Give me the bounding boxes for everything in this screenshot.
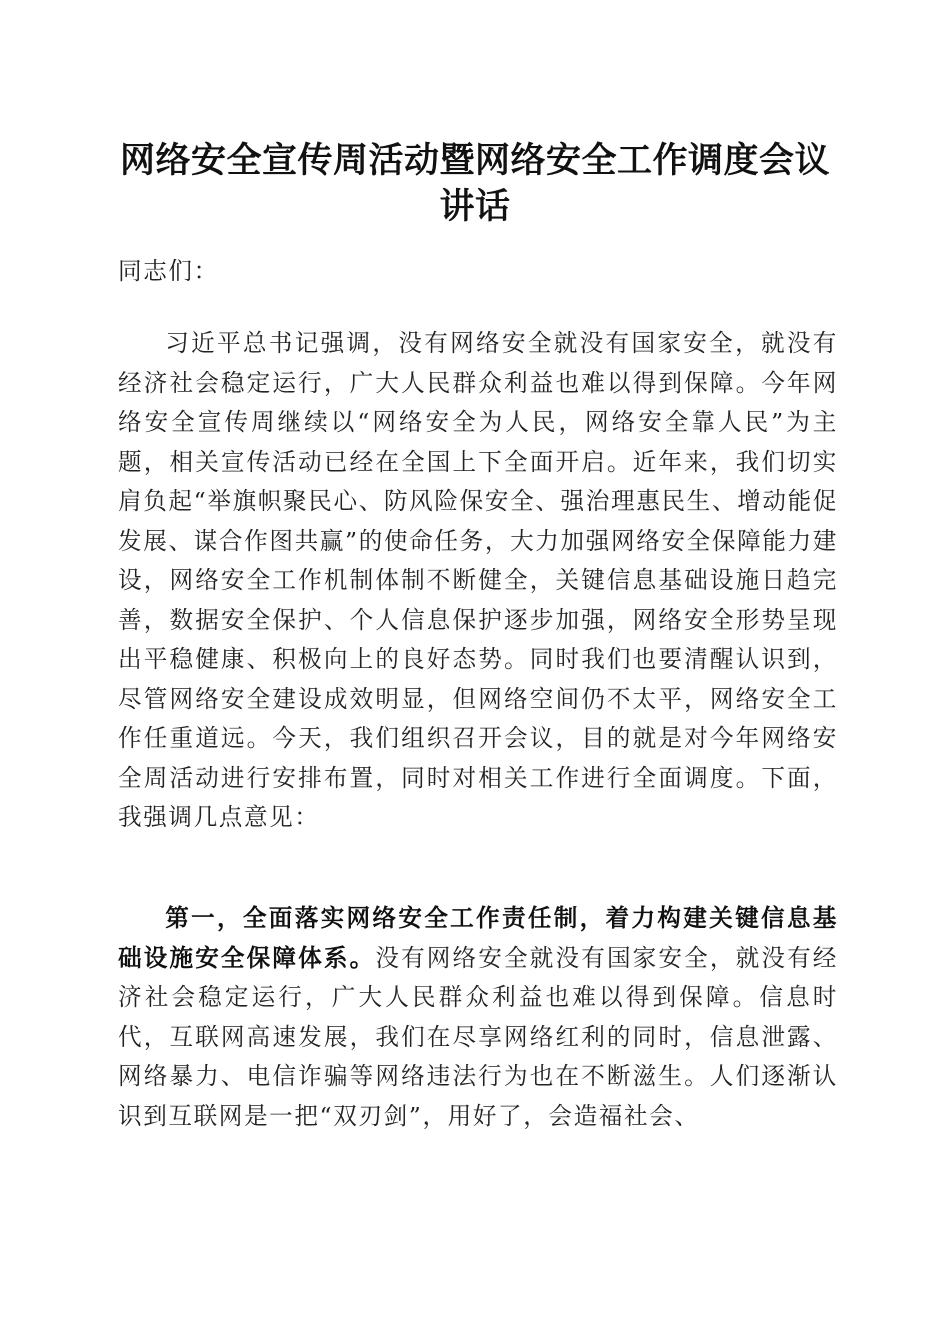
paragraph-intro: 习近平总书记强调，没有网络安全就没有国家安全，就没有经济社会稳定运行，广大人民群众利益也难以得到保障。今年网络安全宣传周继续以“网络安全为人民，网络安全靠人民”为主题，相关宣传活动已经在全国上下全面开启。近年来，我们切实肩负起“举旗帜聚民心、防风险保安全、强治理惠民生、增动能促发展、谋合作图共赢”的使命任务，大力加强网络安全保障能力建设，网络安全工作机制体制不断健全，关键信息基础设施日趋完善，数据安全保护、个人信息保护逐步加强，网络安全形势呈现出平稳健康、积极向上的良好态势。同时我们也要清醒认识到，尽管网络安全建设成效明显，但网络空间仍不太平，网络安全工作任重道远。今天，我们组织召开会议，目的就是对今年网络安全周活动进行安排布置，同时对相关工作进行全面调度。下面，我强调几点意见： — [118, 329, 838, 831]
first-point-heading: 第一，全面落实网络安全工作责任制，着力构建关键信息基础设施安全保障体系。 — [118, 904, 838, 972]
salutation: 同志们： — [118, 257, 219, 285]
paragraph-first-point — [118, 899, 838, 1136]
first-point-body: 没有网络安全就没有国家安全，就没有经济社会稳定运行，广大人民群众利益也难以得到保障。信息时代，互联网高速发展，我们在尽享网络红利的同时，信息泄露、网络暴力、电信诈骗等网络违法行为也在不断滋生。人们逐渐认识到互联网是一把“双刃剑”，用好了，会造福社会、 — [118, 943, 838, 1130]
document-title-line-1: 网络安全宣传周活动暨网络安全工作调度会议 — [119, 141, 830, 181]
document-title-line-2: 讲话 — [439, 187, 511, 227]
